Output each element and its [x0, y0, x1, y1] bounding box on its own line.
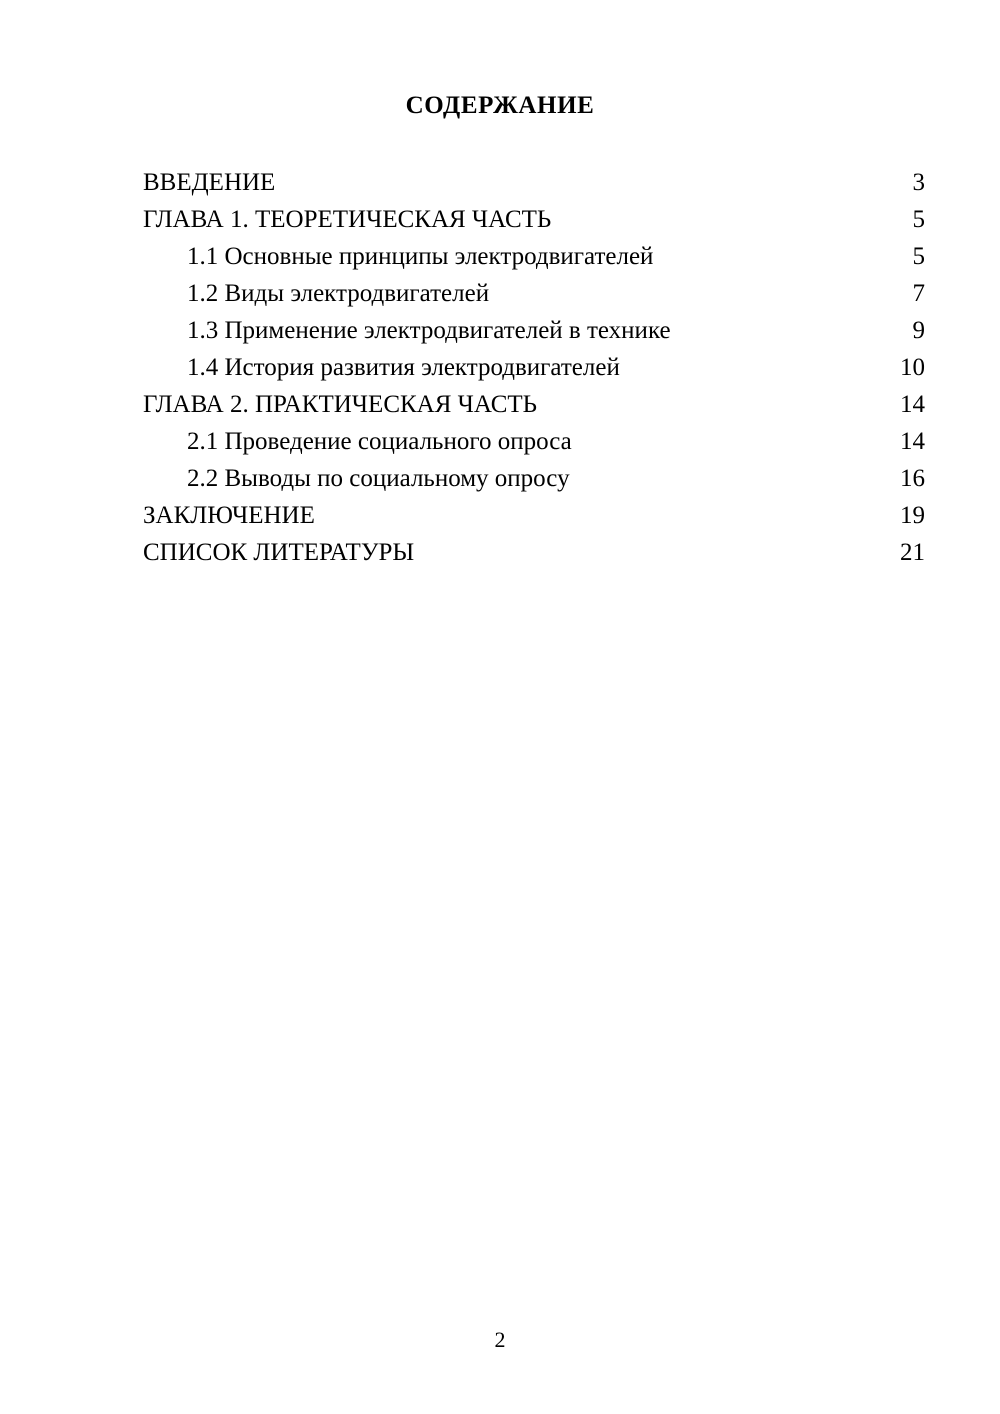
- toc-entry-1-2[interactable]: [143, 275, 925, 312]
- toc-entry-page: 14: [900, 391, 925, 418]
- toc-entry-page: 10: [900, 354, 925, 381]
- toc-entry-references[interactable]: [143, 534, 925, 571]
- toc-entry-label: 1.1 Основные принципы электродвигателей: [187, 243, 654, 270]
- table-of-contents: [143, 164, 925, 571]
- toc-entry-label: ГЛАВА 2. ПРАКТИЧЕСКАЯ ЧАСТЬ: [143, 391, 538, 418]
- page-number-footer: 2: [494, 1327, 506, 1352]
- toc-entry-label: ГЛАВА 1. ТЕОРЕТИЧЕСКАЯ ЧАСТЬ: [143, 206, 552, 233]
- toc-entry-page: 3: [912, 169, 925, 196]
- toc-entry-conclusion[interactable]: [143, 497, 925, 534]
- toc-entry-page: 21: [900, 539, 925, 566]
- toc-entry-1-1[interactable]: [143, 238, 925, 275]
- toc-entry-page: 9: [912, 317, 925, 344]
- toc-entry-introduction[interactable]: [143, 164, 925, 201]
- toc-entry-chapter-2[interactable]: [143, 386, 925, 423]
- toc-entry-chapter-1[interactable]: [143, 201, 925, 238]
- toc-entry-label: 1.2 Виды электродвигателей: [187, 280, 490, 307]
- toc-entry-label: СПИСОК ЛИТЕРАТУРЫ: [143, 539, 415, 566]
- toc-entry-label: 2.1 Проведение социального опроса: [187, 428, 572, 455]
- toc-entry-page: 5: [912, 206, 925, 233]
- toc-entry-page: 14: [900, 428, 925, 455]
- toc-entry-label: 1.4 История развития электродвигателей: [187, 354, 620, 381]
- toc-entry-label: ВВЕДЕНИЕ: [143, 169, 276, 196]
- toc-entry-2-1[interactable]: [143, 423, 925, 460]
- toc-entry-label: ЗАКЛЮЧЕНИЕ: [143, 502, 315, 529]
- toc-entry-page: 19: [900, 502, 925, 529]
- toc-entry-1-4[interactable]: [143, 349, 925, 386]
- toc-entry-page: 5: [912, 243, 925, 270]
- page-title: СОДЕРЖАНИЕ: [405, 92, 595, 119]
- toc-entry-label: 1.3 Применение электродвигателей в технике: [187, 317, 671, 344]
- toc-entry-page: 16: [900, 465, 925, 492]
- toc-entry-page: 7: [912, 280, 925, 307]
- toc-entry-label: 2.2 Выводы по социальному опросу: [187, 465, 570, 492]
- toc-entry-2-2[interactable]: [143, 460, 925, 497]
- toc-entry-1-3[interactable]: [143, 312, 925, 349]
